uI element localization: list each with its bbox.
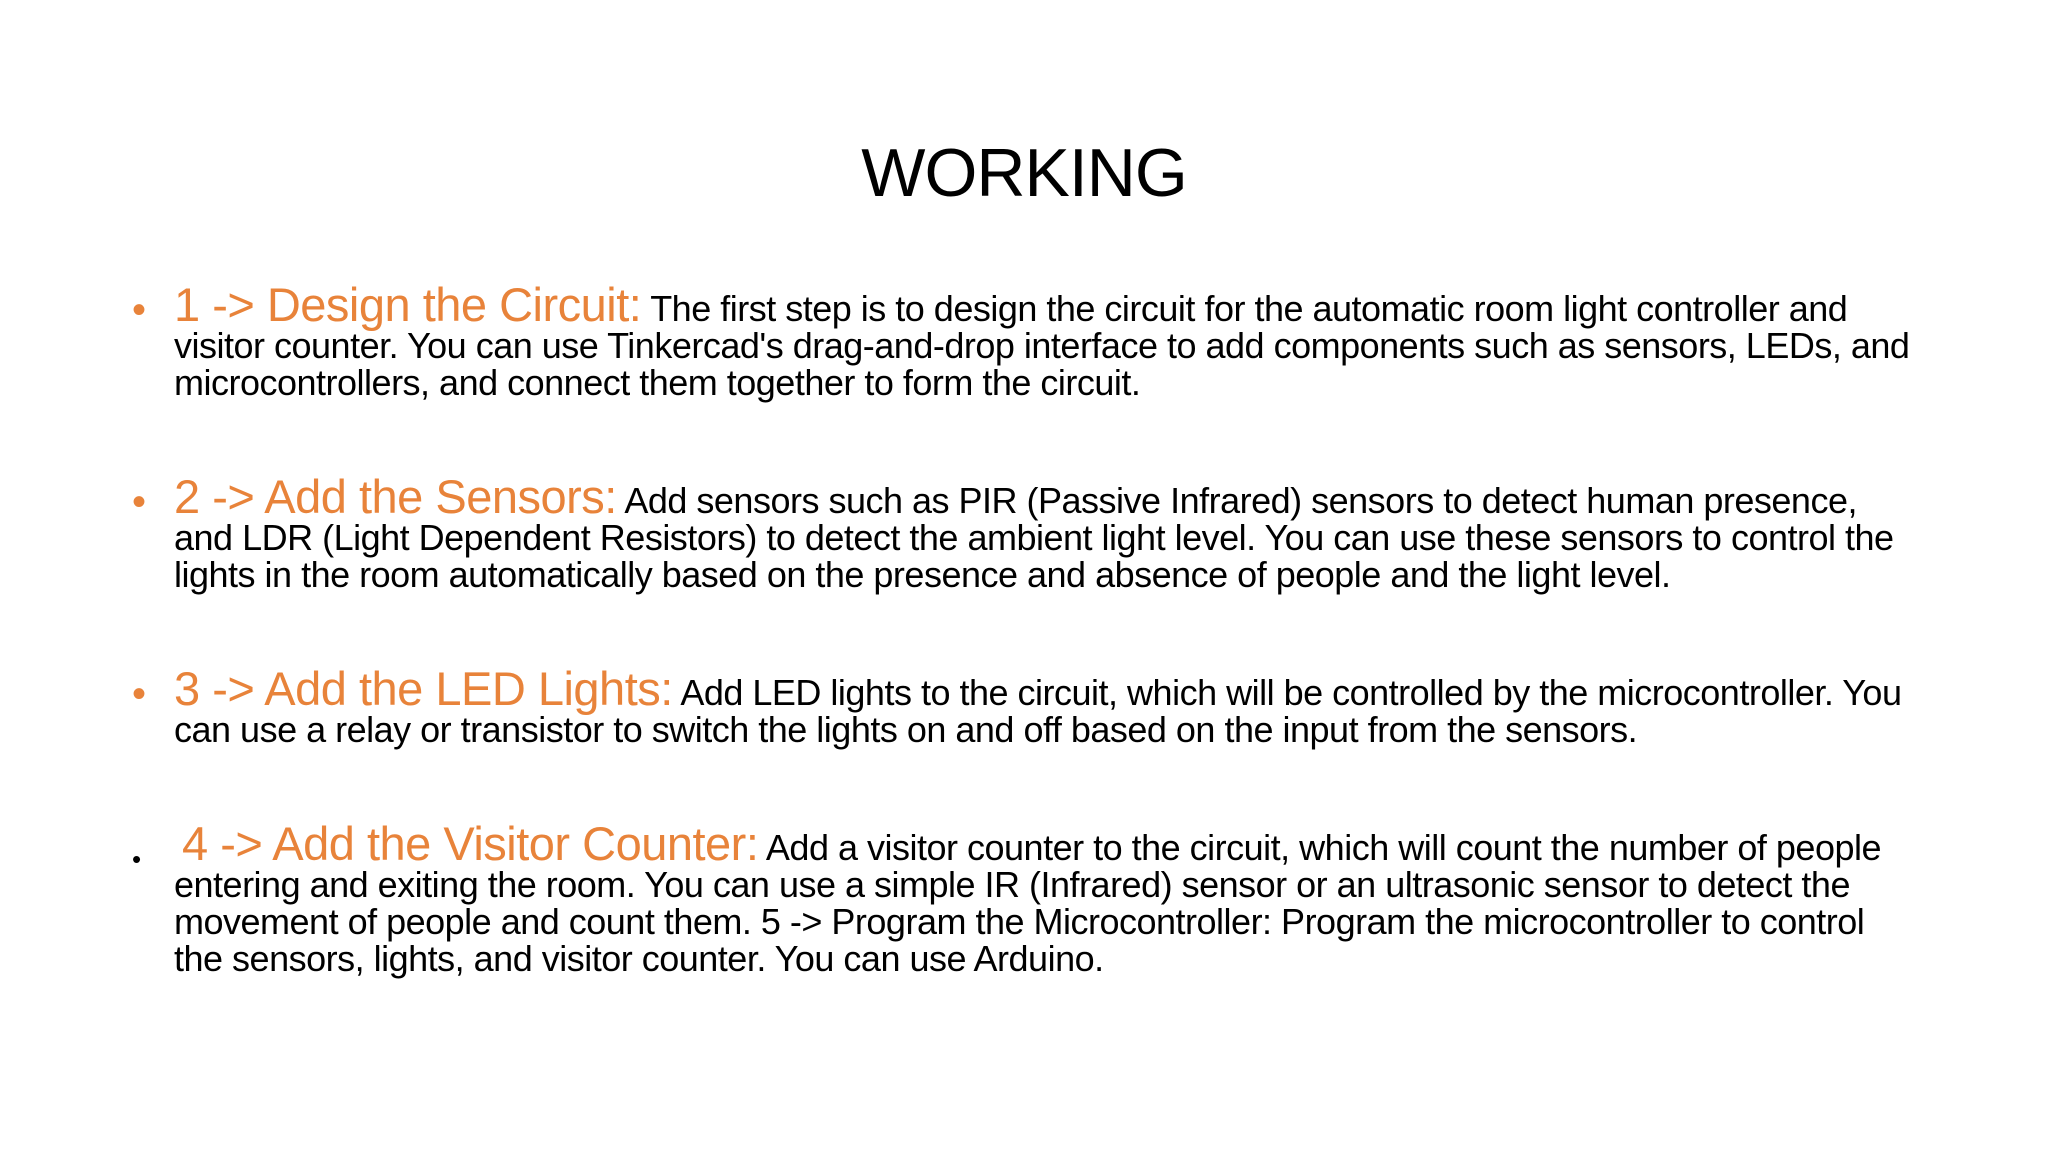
bullet-dot-icon: • (132, 480, 146, 524)
bullet-heading: 4 -> Add the Visitor Counter: (182, 817, 759, 870)
bullet-item-design-circuit (132, 278, 1922, 403)
bullet-list (132, 278, 1922, 979)
bullet-item-add-led-lights (132, 662, 1922, 750)
slide-title: WORKING (861, 135, 1187, 211)
bullet-item-add-sensors (132, 470, 1922, 595)
bullet-text: The first step is to design the circuit for the automatic room light controller and visitor counter. You can use Tinkercad's drag-and-drop interface to add components such as sensors, LEDs, and microcontrollers, and connect them together to form the circuit. (174, 288, 1910, 403)
bullet-dot-icon: • (132, 288, 146, 332)
bullet-dot-icon: • (132, 844, 141, 874)
bullet-dot-icon: • (132, 672, 146, 716)
bullet-text: Add a visitor counter to the circuit, which will count the number of people entering and exiting the room. You can use a simple IR (Infrared) sensor or an ultrasonic sensor to detect the movement of people and count them. 5 -> Program the Microcontroller: Program the microcontroller to control the sensors, lights, and visitor counter. You can use Arduino. (174, 827, 1882, 979)
bullet-heading: 2 -> Add the Sensors: (174, 470, 617, 523)
bullet-heading: 3 -> Add the LED Lights: (174, 662, 673, 715)
bullet-text: Add sensors such as PIR (Passive Infrared) sensors to detect human presence, and LDR (Light Dependent Resistors) to detect the ambient light level. You can use these sensors to control the lights in the room automatically based on the presence and absence of people and the light level. (174, 480, 1894, 595)
bullet-heading: 1 -> Design the Circuit: (174, 278, 642, 331)
bullet-item-add-visitor-counter (132, 817, 1922, 979)
bullet-text: Add LED lights to the circuit, which will be controlled by the microcontroller. You can use a relay or transistor to switch the lights on and off based on the input from the sensors. (174, 672, 1902, 750)
